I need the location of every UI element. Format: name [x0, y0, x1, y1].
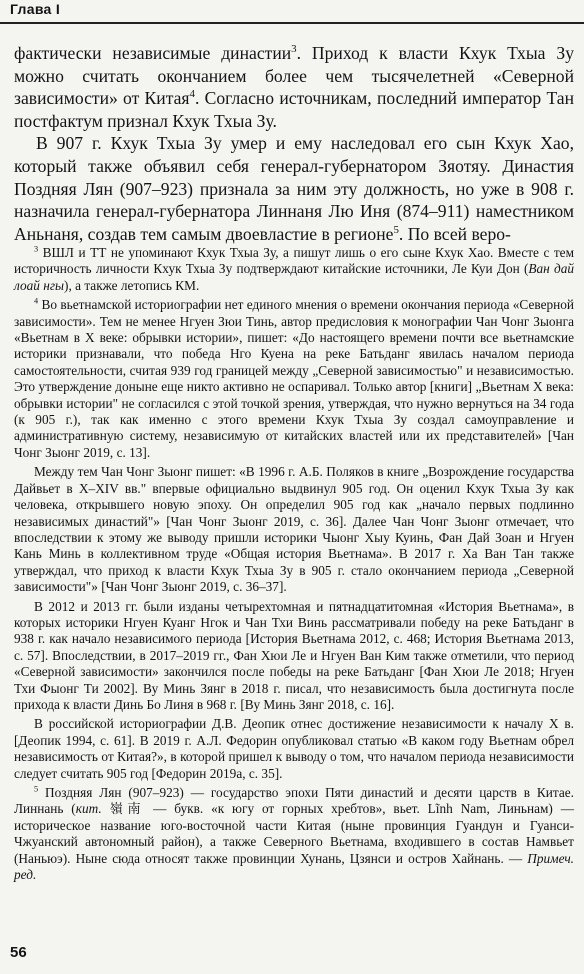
footnote-3 — [14, 245, 574, 294]
editor-note: Примеч. ред. — [14, 850, 574, 883]
text-run: В 907 г. Кхук Тхыа Зу умер и ему наследовал его сын Кхук Хао, который также объявил себя генерал-губернатором Зяотяу. Династия Поздняя Лян (907–923) признала за ним эту должность, но уже в 908 г. назначила генерал-губернатора Линнаня Лю Иня (874–911) наместником Аньнаня, создав тем самым двоевластие в регионе — [14, 133, 574, 244]
page-number: 56 — [10, 944, 27, 961]
main-text — [14, 42, 574, 245]
footnote-4 — [14, 297, 574, 461]
chapter-title: Глава I — [10, 1, 61, 17]
footnote-italic: кит. — [75, 801, 102, 817]
footnote-text: ВШЛ и ТТ не упоминают Кхук Тхыа Зу, а пишут лишь о его сыне Кхук Хао. Вместе с тем историчность личности Кхук Тхыа Зу подтверждают китайские источники, Ле Куи Дон ( — [14, 245, 574, 277]
paragraph-1 — [14, 42, 574, 132]
text-run: фактически независимые династии — [14, 43, 292, 63]
footnote-italic: Ван дай лоай нгы — [14, 261, 575, 293]
footnote-number: 3 — [34, 244, 39, 254]
footnote-number: 4 — [34, 296, 39, 306]
footnote-text: Поздняя Лян (907–923) — государство эпохи Пяти династий и десяти царств в Китае. Линнань ( — [14, 785, 574, 817]
text-run: . По всей веро- — [398, 223, 511, 244]
text-run: . Согласно источникам, последний император Тан постфактум признал Кхук Тхыа Зу. — [14, 88, 575, 131]
footnotes — [14, 245, 574, 886]
text-run: . Приход к власти Кхук Тхыа Зу можно считать окончанием более чем тысячелетней «Северной зависимости» от Китая — [14, 43, 574, 109]
footnote-text: 嶺南 — букв. «к югу от горных хребтов», вьет. Lĩnh Nam, Линьнам) — историческое название юго-восточной части Китая (ныне провинция Гуандун и Гуанси-Чжуанский автономный район), а также Северного Вьетнама, входившего в состав Намвьет (Наньюэ). Ныне сюда относят также провинции Хунань, Цзянси и остров Хайнань. — — [14, 801, 575, 866]
running-header — [0, 0, 584, 24]
paragraph-2 — [14, 132, 574, 245]
footnote-ref-4[interactable]: 4 — [189, 88, 195, 101]
footnote-4-paragraph-2: Между тем Чан Чонг Зыонг пишет: «В 1996 г. А.Б. Поляков в книге „Возрождение государства Дайвьет в X–XIV вв." впервые официально выдвинул 905 год. Он оценил Кхук Тхыа Зу как человека, открывшего новую эпоху. Он определил 905 год как „начало первых подлинно независимых династий"» [Чан Чонг Зыонг 2019, с. 36]. Далее Чан Чонг Зыонг отмечает, что впоследствии к этому же выводу пришли историки Чыонг Хыу Куинь, Фан Дай Зоан и Нгуен Кань Минь в коллективном труде «Общая история Вьетнама». В 2017 г. Ха Ван Тан также утверждал, что приход к власти Кхук Тхыа Зу в 905 г. стало окончанием периода „Северной зависимости"» [Чан Чонг Зыонг 2019, с. 36–37]. — [14, 464, 574, 595]
footnote-4-paragraph-4: В российской историографии Д.В. Деопик отнес достижение независимости к началу X в. [Деопик 1994, с. 61]. В 2019 г. А.Л. Федорин опубликовал статью «В каком году Вьетнам обрел независимость от Китая?», в которой пришел к выводу о том, что началом периода независимости следует считать 905 год [Федорин 2019а, с. 35]. — [14, 716, 574, 781]
footnote-ref-5[interactable]: 5 — [393, 223, 399, 236]
footnote-number: 5 — [34, 784, 39, 794]
footnote-5 — [14, 785, 574, 883]
footnote-ref-3[interactable]: 3 — [291, 43, 297, 56]
footnote-text: ), а также летопись КМ. — [64, 277, 200, 293]
footnote-text: Во вьетнамской историографии нет единого мнения о времени окончания периода «Северной зависимости». Тем не менее Нгуен Зюи Тинь, автор предисловия к монографии Чан Чонг Зыонга «Вьетнам в X веке: обрывки истории», пишет: «До настоящего времени почти все вьетнамские историки признавали, что победа Нго Куена на реке Батьданг явилась началом периода самостоятельности, считая 939 год границей между „Северной зависимостью" и независимостью. Это утверждение доныне еще никто активно не оспаривал. Только автор [книги] „Вьетнам X века: обрывки истории" не согласился с этой точкой зрения, утверждая, что нужно вернуться на 34 года (к 905 г.), так как именно с этого времени Кхук Тхыа Зу создал самоуправление и административную систему, независимую от китайских властей или их представителей» [Чан Чонг Зыонг 2019, с. 13]. — [14, 297, 574, 460]
footnote-4-paragraph-3: В 2012 и 2013 гг. были изданы четырехтомная и пятнадцатитомная «История Вьетнама», в которых историки Нгуен Куанг Нгок и Чан Тхи Винь рассматривали победу на реке Батьданг в 938 г. как начало независимого периода [История Вьетнама 2012, с. 468; История Вьетнама 2013, с. 57]. Впоследствии, в 2017–2019 гг., Фан Хюи Ле и Нгуен Ван Ким также отметили, что период «Северной зависимости» закончился после победы на реке Батьданг [Фан Хюи Ле 2018; Нгуен Тхи Фыонг Ти 2002]. Ву Минь Зянг в 2018 г. писал, что независимость была достигнута после прихода к власти Динь Бо Линя в 968 г. [Ву Минь Зянг 2018, с. 16]. — [14, 598, 574, 712]
